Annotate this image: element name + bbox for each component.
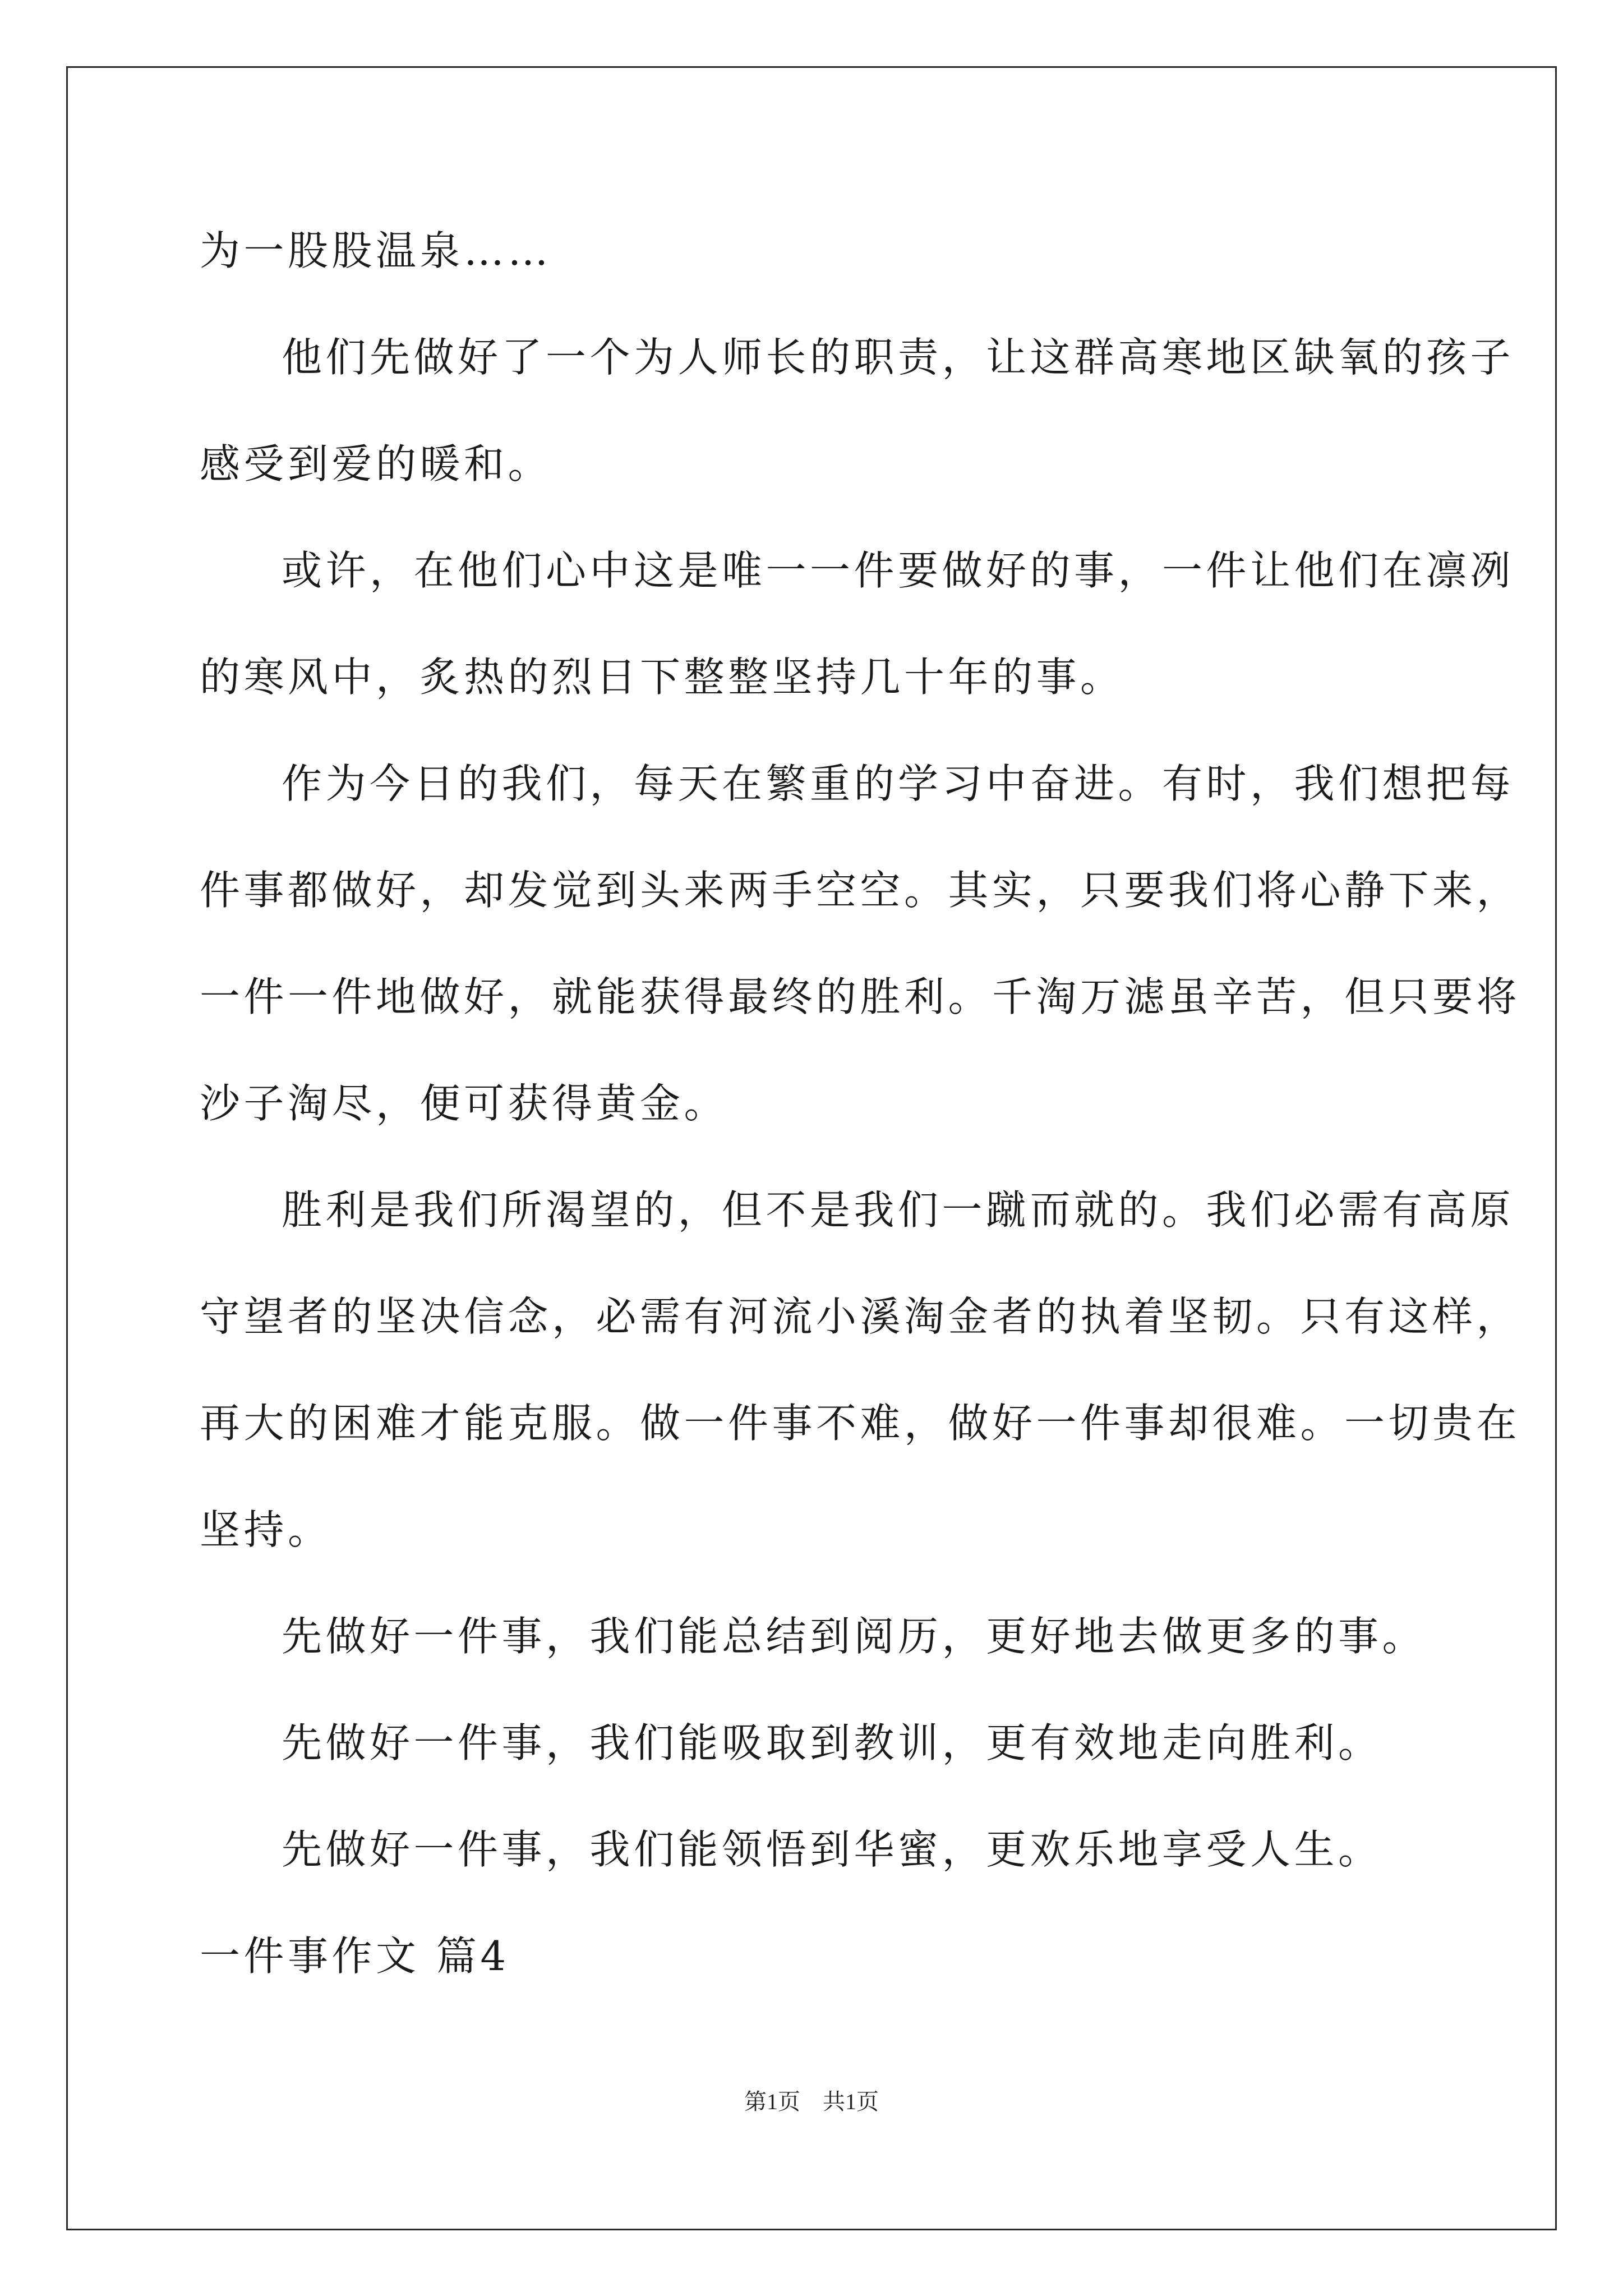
- text-line: 感受到爱的暖和。: [200, 440, 552, 487]
- paragraph-line: 或许，在他们心中这是唯一一件要做好的事，一件让他们在凛冽: [282, 547, 1515, 594]
- text-line: 为一股股温泉……: [200, 227, 552, 274]
- text-line: 再大的困难才能克服。做一件事不难，做好一件事却很难。一切贵在: [200, 1400, 1521, 1447]
- paragraph-line: 作为今日的我们，每天在繁重的学习中奋进。有时，我们想把每: [282, 760, 1515, 807]
- text-line: 坚持。: [200, 1506, 332, 1553]
- section-heading: 一件事作文 篇4: [200, 1932, 510, 1980]
- page-border: [66, 66, 1557, 2230]
- paragraph-line: 先做好一件事，我们能领悟到华蜜，更欢乐地享受人生。: [282, 1826, 1382, 1873]
- paragraph-line: 先做好一件事，我们能吸取到教训，更有效地走向胜利。: [282, 1719, 1382, 1766]
- text-line: 沙子淘尽，便可获得黄金。: [200, 1080, 728, 1127]
- text-line: 守望者的坚决信念，必需有河流小溪淘金者的执着坚韧。只有这样，: [200, 1293, 1521, 1340]
- text-line: 件事都做好，却发觉到头来两手空空。其实，只要我们将心静下来，: [200, 867, 1521, 914]
- paragraph-line: 他们先做好了一个为人师长的职责，让这群高寒地区缺氧的孩子: [282, 334, 1515, 381]
- text-line: 一件一件地做好，就能获得最终的胜利。千淘万滤虽辛苦，但只要将: [200, 973, 1521, 1020]
- paragraph-line: 胜利是我们所渴望的，但不是我们一蹴而就的。我们必需有高原: [282, 1186, 1515, 1234]
- page-footer: 第1页 共1页: [744, 2089, 879, 2114]
- paragraph-line: 先做好一件事，我们能总结到阅历，更好地去做更多的事。: [282, 1613, 1427, 1660]
- text-line: 的寒风中，炙热的烈日下整整坚持几十年的事。: [200, 654, 1124, 701]
